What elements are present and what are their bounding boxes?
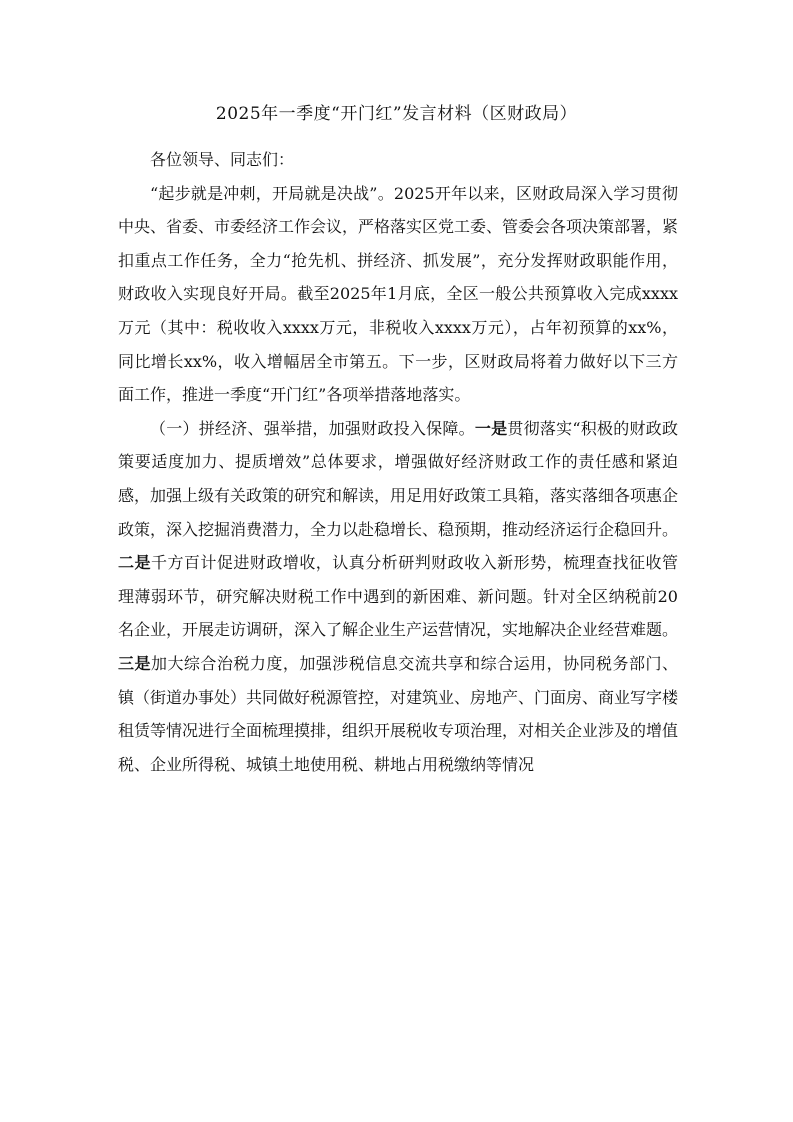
point-one-label: 一是 [474, 418, 508, 438]
paragraph-intro: “起步就是冲刺，开局就是决战”。2025开年以来，区财政局深入学习贯彻中央、省委、市委经济工作会议，严格落实区党工委、管委会各项决策部署，紧扣重点工作任务，全力“抢先机、拼经济、抓发展”，充分发挥财政职能作用，财政收入实现良好开局。截至2025年1月底，全区一般公共预算收入完成xxxx万元（其中：税收收入xxxx万元，非税收入xxxx万元），占年初预算的xx%，同比增长xx%，收入增幅居全市第五。下一步，区财政局将着力做好以下三方面工作，推进一季度“开门红”各项举措落地落实。 [118, 183, 679, 405]
point-one-text: 贯彻落实“积极的财政政策要适度加力、提质增效”总体要求，增强做好经济财政工作的责任感和紧迫感，加强上级有关政策的研究和解读，用足用好政策工具箱，落实落细各项惠企政策，深入挖掘消费潜力，全力以赴稳增长、稳预期，推动经济运行企稳回升。 [118, 418, 679, 539]
point-three-label: 三是 [118, 653, 151, 673]
greeting-line: 各位领导、同志们： [150, 150, 295, 169]
point-two-text: 千方百计促进财政增收，认真分析研判财政收入新形势，梳理查找征收管理薄弱环节，研究解决财税工作中遇到的新困难、新问题。针对全区纳税前20名企业，开展走访调研，深入了解企业生产运营情况，实地解决企业经营难题。 [118, 553, 679, 640]
document-body [118, 143, 678, 781]
document-title: 2025年一季度“开门红”发言材料（区财政局） [215, 104, 578, 124]
point-three-text: 加大综合治税力度，加强涉税信息交流共享和综合运用，协同税务部门、镇（街道办事处）共同做好税源管控，对建筑业、房地产、门面房、商业写字楼租赁等情况进行全面梳理摸排，组织开展税收专项治理，对相关企业涉及的增值税、企业所得税、城镇土地使用税、耕地占用税缴纳等情况 [118, 653, 679, 774]
paragraph-section-one [118, 412, 678, 782]
point-two-label: 二是 [118, 553, 151, 573]
section-one-heading: （一）拼经济、强举措，加强财政投入保障。 [150, 418, 475, 438]
